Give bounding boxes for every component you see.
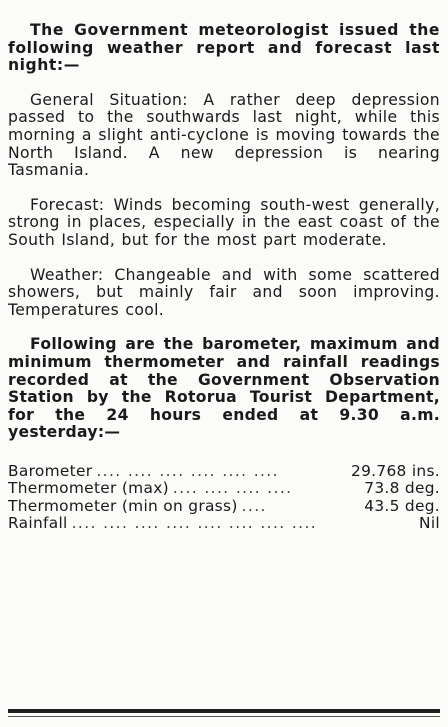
general-situation-paragraph: General Situation: A rather deep depression passed to the southwards last night, while this morning a slight anti-cyclone is moving towards the North Island. A new depression is nearing Tasmania. xyxy=(8,90,440,180)
readings-intro-paragraph: Following are the barometer, maximum and minimum thermometer and rainfall readings recorded at the Government Observation Station by the Rotorua Tourist Department, for the 24 hours ended at 9.30 a.m. yesterday:— xyxy=(8,335,440,442)
reading-value: 73.8 deg. xyxy=(364,479,440,498)
reading-row-rainfall xyxy=(8,515,440,532)
forecast-paragraph: Forecast: Winds becoming south-west generally, strong in places, especially in the east coast of the South Island, but for the most part moderate. xyxy=(8,195,440,249)
weather-report-column xyxy=(8,22,440,533)
reading-label: Thermometer (max) xyxy=(8,479,169,498)
weather-paragraph: Weather: Changeable and with some scattered showers, but mainly fair and soon improving. Temperatures cool. xyxy=(8,265,440,319)
intro-paragraph: The Government meteorologist issued the following weather report and forecast last night:— xyxy=(8,21,440,75)
column-end-rule-thin xyxy=(8,716,440,717)
reading-value: 29.768 ins. xyxy=(351,461,440,480)
reading-row-thermometer-min xyxy=(8,498,440,515)
column-end-rule xyxy=(8,709,440,713)
reading-label: Rainfall xyxy=(8,514,68,533)
reading-value: Nil xyxy=(419,514,440,533)
reading-value: 43.5 deg. xyxy=(364,496,440,515)
reading-row-thermometer-max xyxy=(8,480,440,497)
leader-dots: .... .... .... .... xyxy=(172,480,293,498)
leader-dots: .... .... .... .... .... .... .... .... xyxy=(71,515,318,533)
leader-dots: .... xyxy=(241,497,267,515)
reading-row-barometer xyxy=(8,463,440,480)
leader-dots: .... .... .... .... .... .... xyxy=(96,462,279,480)
reading-label: Barometer xyxy=(8,461,93,480)
readings-table xyxy=(8,463,440,533)
reading-label: Thermometer (min on grass) xyxy=(8,496,238,515)
